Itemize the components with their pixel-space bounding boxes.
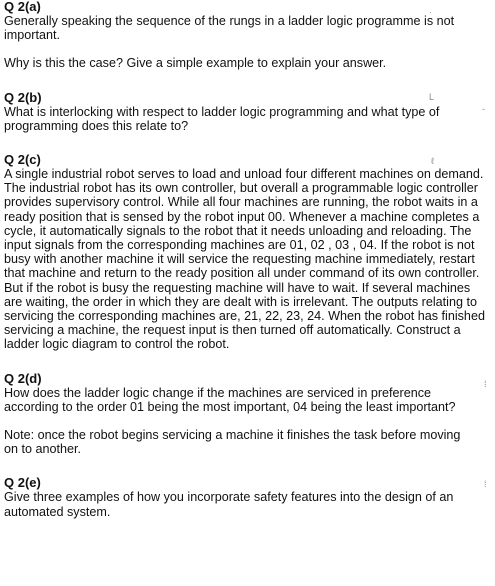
question-text: Note: once the robot begins servicing a machine it finishes the task before moving on to another. <box>4 428 461 457</box>
question-text: What is interlocking with respect to ladder logic programming and what type of programming does this relate to? <box>4 104 440 133</box>
question-2d <box>4 372 492 457</box>
question-heading: Q 2(a) <box>4 0 41 14</box>
question-2e <box>4 476 492 518</box>
question-2a <box>4 0 492 71</box>
scan-mark: ⁞ <box>484 479 487 490</box>
question-2c <box>4 153 492 352</box>
question-heading: Q 2(e) <box>4 475 41 491</box>
question-text: Generally speaking the sequence of the rungs in a ladder logic programme is not important. <box>4 14 455 43</box>
question-text: How does the ladder logic change if the machines are serviced in preference according to the order 01 being the most important, 04 being the least important? <box>4 385 456 414</box>
question-heading: Q 2(d) <box>4 370 42 386</box>
scan-mark: - <box>482 103 485 114</box>
question-heading: Q 2(c) <box>4 152 41 168</box>
question-text: A single industrial robot serves to load and unload four different machines on demand. The industrial robot has its own controller, but overall a programmable logic controller provides supervisory control. While all four machines are running, the robot waits in a ready position that is sensed by the robot input 00. Whenever a machine completes a cycle, it automatically signals to the robot that it needs unloading and reloading. The input signals from the corresponding machines are 01, 02 , 03 , 04. If the robot is not busy with another machine it will service the requesting machine immediately, restart that machine and return to the ready position all under command of its own controller. But if the robot is busy the requesting machine will have to wait. If several machines are waiting, the order in which they are dealt with is irrelevant. The outputs relating to servicing the corresponding machines are, 21, 22, 23, 24. When the robot has finished servicing a machine, the request input is then turned off automatically. Construct a ladder logic diagram to control the robot. <box>4 167 485 352</box>
scan-mark: ⁞ <box>484 378 487 389</box>
question-text: Give three examples of how you incorporate safety features into the design of an automated system. <box>4 490 454 519</box>
scan-mark: ℓ <box>431 156 434 167</box>
question-heading: Q 2(b) <box>4 89 42 105</box>
scan-mark: L <box>429 91 435 102</box>
question-2b <box>4 91 492 133</box>
question-text: Why is this the case? Give a simple example to explain your answer. <box>4 56 387 71</box>
exam-document <box>4 0 492 519</box>
scan-mark: . <box>429 5 432 15</box>
